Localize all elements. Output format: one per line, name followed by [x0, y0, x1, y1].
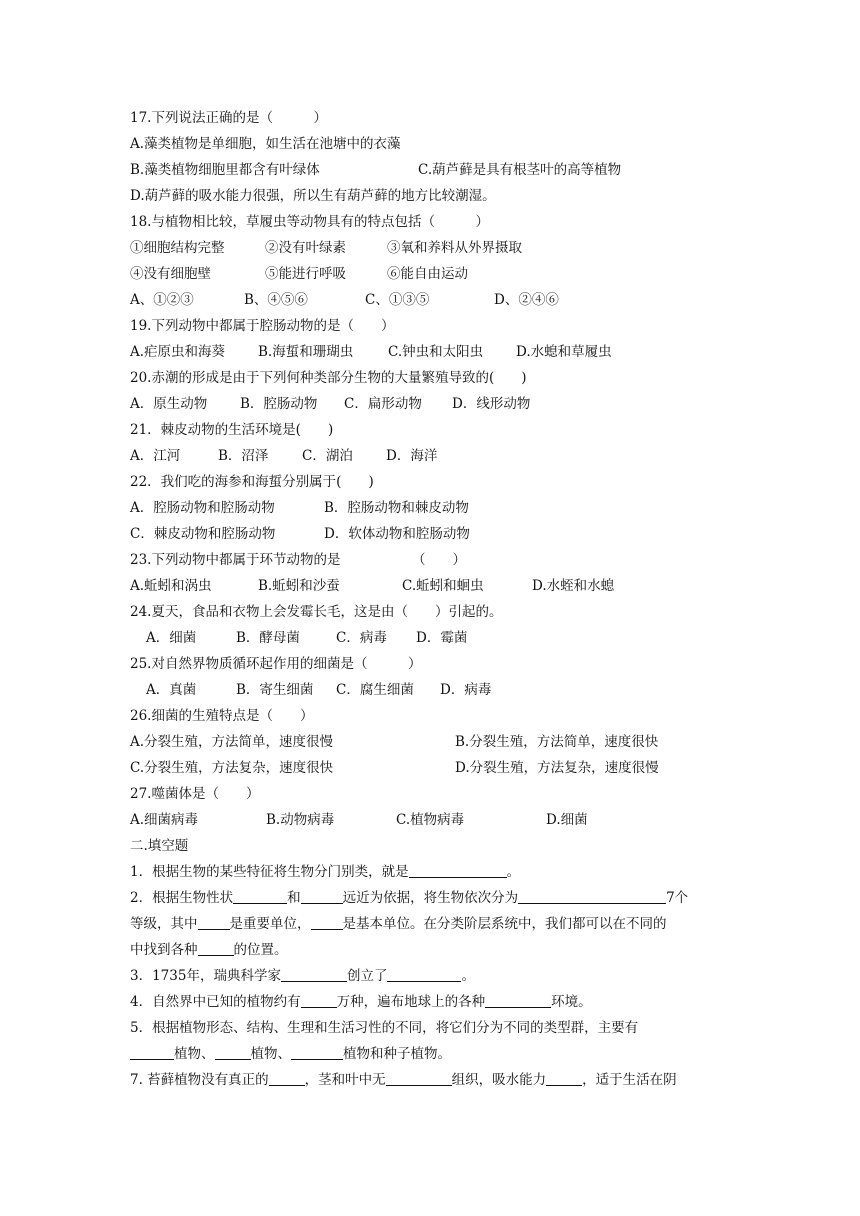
q21-option-a: A．江河 — [130, 448, 181, 464]
fill-q5-line2: 植物、 植物、 植物和种子植物。 — [130, 1044, 451, 1064]
q25-option-d: D．病毒 — [440, 682, 492, 698]
q22-stem: 22．我们吃的海参和海蜇分别属于( ) — [130, 474, 374, 490]
blank[interactable] — [301, 889, 343, 904]
q22-option-a: A．腔肠动物和腔肠动物 — [130, 500, 275, 516]
q25-option-a: A．真菌 — [146, 682, 197, 698]
q19-option-d: D.水螅和草履虫 — [516, 344, 612, 360]
blank[interactable] — [301, 993, 337, 1008]
q17-option-d: D.葫芦藓的吸水能力很强，所以生有葫芦藓的地方比较潮湿。 — [130, 188, 496, 204]
q22-option-c: C．棘皮动物和腔肠动物 — [130, 526, 276, 542]
blank[interactable] — [198, 915, 230, 930]
q25-stem: 25.对自然界物质循环起作用的细菌是（ ） — [130, 656, 422, 672]
fill-q3: 3．1735年，瑞典科学家 创立了 。 — [130, 968, 475, 984]
q24-option-c: C．病毒 — [336, 630, 387, 646]
q27-option-b: B.动物病毒 — [266, 812, 335, 828]
q19-option-a: A.疟原虫和海葵 — [130, 344, 226, 360]
q26-option-c: C.分裂生殖，方法复杂，速度很快 — [130, 760, 334, 776]
q20-option-c: C．扁形动物 — [344, 396, 422, 412]
blank[interactable] — [485, 993, 551, 1008]
blank[interactable] — [311, 915, 343, 930]
blank[interactable] — [386, 1071, 452, 1086]
q27-option-d: D.细菌 — [546, 812, 588, 828]
fill-q4: 4．自然界中已知的植物约有 万种，遍布地球上的各种 环境。 — [130, 994, 592, 1010]
q24-option-b: B．酵母菌 — [236, 630, 300, 646]
q26-stem: 26.细菌的生殖特点是（ ） — [130, 708, 314, 724]
q18-item-2: ②没有叶绿素 — [265, 240, 346, 256]
fill-q2-line3: 中找到各种 的位置。 — [130, 942, 288, 958]
q20-option-a: A．原生动物 — [130, 396, 208, 412]
blank[interactable] — [546, 1071, 582, 1086]
fill-q2-line1: 2．根据生物性状 和 远近为依据，将生物依次分为 7个 — [130, 890, 689, 906]
blank[interactable] — [198, 941, 234, 956]
q17-option-a: A.藻类植物是单细胞，如生活在池塘中的衣藻 — [130, 136, 401, 152]
blank[interactable] — [409, 863, 507, 878]
q18-stem: 18.与植物相比较，草履虫等动物具有的特点包括（ ） — [130, 214, 489, 230]
q18-option-d: D、②④⑥ — [494, 292, 559, 308]
q17-stem: 17.下列说法正确的是（ ） — [130, 110, 327, 126]
blank[interactable] — [281, 967, 347, 982]
blank[interactable] — [387, 967, 461, 982]
q18-item-4: ④没有细胞壁 — [130, 266, 211, 282]
q18-option-b: B、④⑤⑥ — [244, 292, 308, 308]
blank[interactable] — [215, 1045, 251, 1060]
q24-stem: 24.夏天，食品和衣物上会发霉长毛，这是由（ ）引起的。 — [130, 604, 503, 620]
q25-option-c: C．腐生细菌 — [336, 682, 414, 698]
q27-option-a: A.细菌病毒 — [130, 812, 199, 828]
q18-option-a: A、①②③ — [130, 292, 194, 308]
q22-option-b: B．腔肠动物和棘皮动物 — [324, 500, 469, 516]
q20-stem: 20.赤潮的形成是由于下列何种类部分生物的大量繁殖导致的( ) — [130, 370, 527, 386]
q18-item-6: ⑥能自由运动 — [387, 266, 468, 282]
q26-option-d: D.分裂生殖，方法复杂，速度很慢 — [455, 760, 659, 776]
q24-option-d: D．霉菌 — [416, 630, 468, 646]
q21-option-b: B．沼泽 — [218, 448, 269, 464]
blank[interactable] — [269, 1071, 305, 1086]
q23-option-d: D.水蛭和水螅 — [532, 578, 615, 594]
q20-option-b: B．腔肠动物 — [240, 396, 318, 412]
blank[interactable] — [130, 1045, 174, 1060]
q24-option-a: A．细菌 — [146, 630, 197, 646]
q17-option-c: C.葫芦藓是具有根茎叶的高等植物 — [418, 162, 622, 178]
q26-option-a: A.分裂生殖，方法简单，速度很慢 — [130, 734, 334, 750]
q19-option-b: B.海蜇和珊瑚虫 — [258, 344, 354, 360]
q22-option-d: D．软体动物和腔肠动物 — [324, 526, 470, 542]
fill-q5-line1: 5．根据植物形态、结构、生理和生活习性的不同，将它们分为不同的类型群，主要有 — [130, 1020, 639, 1036]
q27-stem: 27.噬菌体是（ ） — [130, 786, 260, 802]
fill-q1: 1．根据生物的某些特征将生物分门别类，就是 。 — [130, 864, 521, 880]
q19-stem: 19.下列动物中都属于腔肠动物的是（ ） — [130, 318, 395, 334]
q26-option-b: B.分裂生殖，方法简单，速度很快 — [455, 734, 659, 750]
q23-option-b: B.蚯蚓和沙蚕 — [258, 578, 340, 594]
q18-option-c: C、①③⑤ — [365, 292, 430, 308]
q21-option-c: C．湖泊 — [302, 448, 353, 464]
fill-q7: 7. 苔藓植物没有真正的 ，茎和叶中无 组织，吸水能力 ，适于生活在阴 — [130, 1072, 677, 1088]
q25-option-b: B．寄生细菌 — [236, 682, 314, 698]
q21-option-d: D．海洋 — [386, 448, 438, 464]
q23-stem: 23.下列动物中都属于环节动物的是 — [130, 552, 341, 568]
section-heading: 二.填空题 — [130, 838, 189, 854]
blank[interactable] — [233, 889, 287, 904]
q18-item-1: ①细胞结构完整 — [130, 240, 225, 256]
fill-q2-line2: 等级，其中 是重要单位， 是基本单位。在分类阶层系统中，我们都可以在不同的 — [130, 916, 667, 932]
q23-option-a: A.蚯蚓和涡虫 — [130, 578, 212, 594]
blank[interactable] — [291, 1045, 343, 1060]
q27-option-c: C.植物病毒 — [396, 812, 465, 828]
q19-option-c: C.钟虫和太阳虫 — [388, 344, 484, 360]
q21-stem: 21．棘皮动物的生活环境是( ) — [130, 422, 334, 438]
q20-option-d: D．线形动物 — [452, 396, 531, 412]
q18-item-5: ⑤能进行呼吸 — [265, 266, 346, 282]
q23-answer-paren: （ ） — [412, 552, 466, 568]
q18-item-3: ③氧和养料从外界摄取 — [387, 240, 522, 256]
q17-option-b: B.藻类植物细胞里都含有叶绿体 — [130, 162, 320, 178]
blank[interactable] — [518, 889, 666, 904]
q23-option-c: C.蚯蚓和蛔虫 — [402, 578, 484, 594]
